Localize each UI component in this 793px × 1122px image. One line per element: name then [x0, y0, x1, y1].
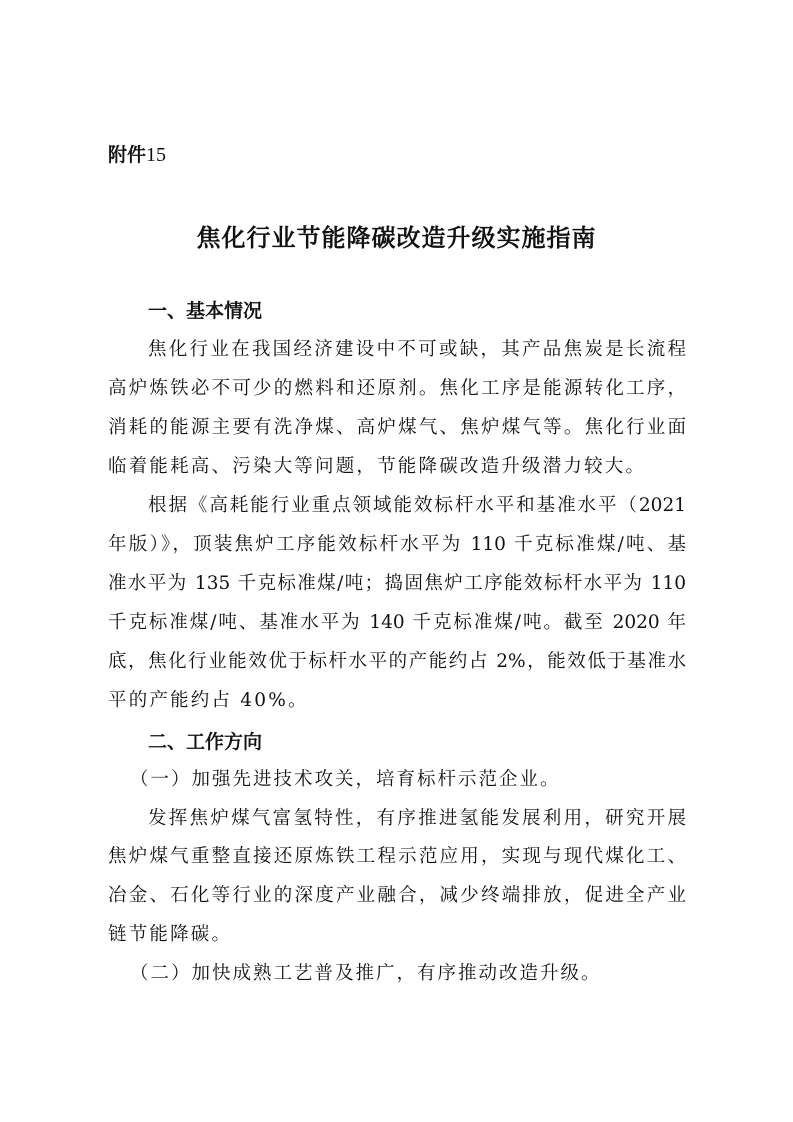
paragraph-line: 焦炉煤气重整直接还原炼铁工程示范应用，实现与现代煤化工、	[108, 846, 686, 867]
paragraph-line: 冶金、石化等行业的深度产业融合，减少终端排放，促进全产业	[108, 885, 686, 906]
paragraph-line: 底，焦化行业能效优于标杆水平的产能约占 2%，能效低于基准水	[108, 651, 686, 672]
paragraph-line: 消耗的能源主要有洗净煤、高炉煤气、焦炉煤气等。焦化行业面	[108, 417, 686, 438]
section-heading-1: 一、基本情况	[148, 300, 263, 322]
paragraph-line: 平的产能约占 40%。	[108, 690, 309, 711]
paragraph-line: 高炉炼铁必不可少的燃料和还原剂。焦化工序是能源转化工序，	[108, 378, 686, 399]
attachment-number: 15	[146, 144, 167, 166]
attachment-text: 附件	[108, 144, 147, 166]
paragraph-line: 焦化行业在我国经济建设中不可或缺，其产品焦炭是长流程	[148, 339, 686, 360]
paragraph-line: 千克标准煤/吨、基准水平为 140 千克标准煤/吨。截至 2020 年	[108, 612, 686, 633]
paragraph-line: 链节能降碳。	[108, 924, 233, 945]
paragraph-line: 临着能耗高、污染大等问题，节能降碳改造升级潜力较大。	[108, 456, 647, 477]
attachment-label	[108, 140, 166, 167]
paragraph-line: 发挥焦炉煤气富氢特性，有序推进氢能发展利用，研究开展	[148, 808, 686, 829]
paragraph-line: 准水平为 135 千克标准煤/吨；捣固焦炉工序能效标杆水平为 110	[108, 573, 686, 594]
document-title: 焦化行业节能降碳改造升级实施指南	[196, 224, 597, 252]
section-heading-2: 二、工作方向	[148, 731, 263, 753]
subheading-1: （一）加强先进技术攻关，培育标杆示范企业。	[130, 769, 561, 790]
subheading-2: （二）加快成熟工艺普及推广，有序推动改造升级。	[130, 963, 602, 984]
paragraph-line: 年版）》，顶装焦炉工序能效标杆水平为 110 千克标准煤/吨、基	[108, 534, 686, 555]
paragraph-line: 根据《高耗能行业重点领域能效标杆水平和基准水平（2021	[148, 495, 686, 516]
